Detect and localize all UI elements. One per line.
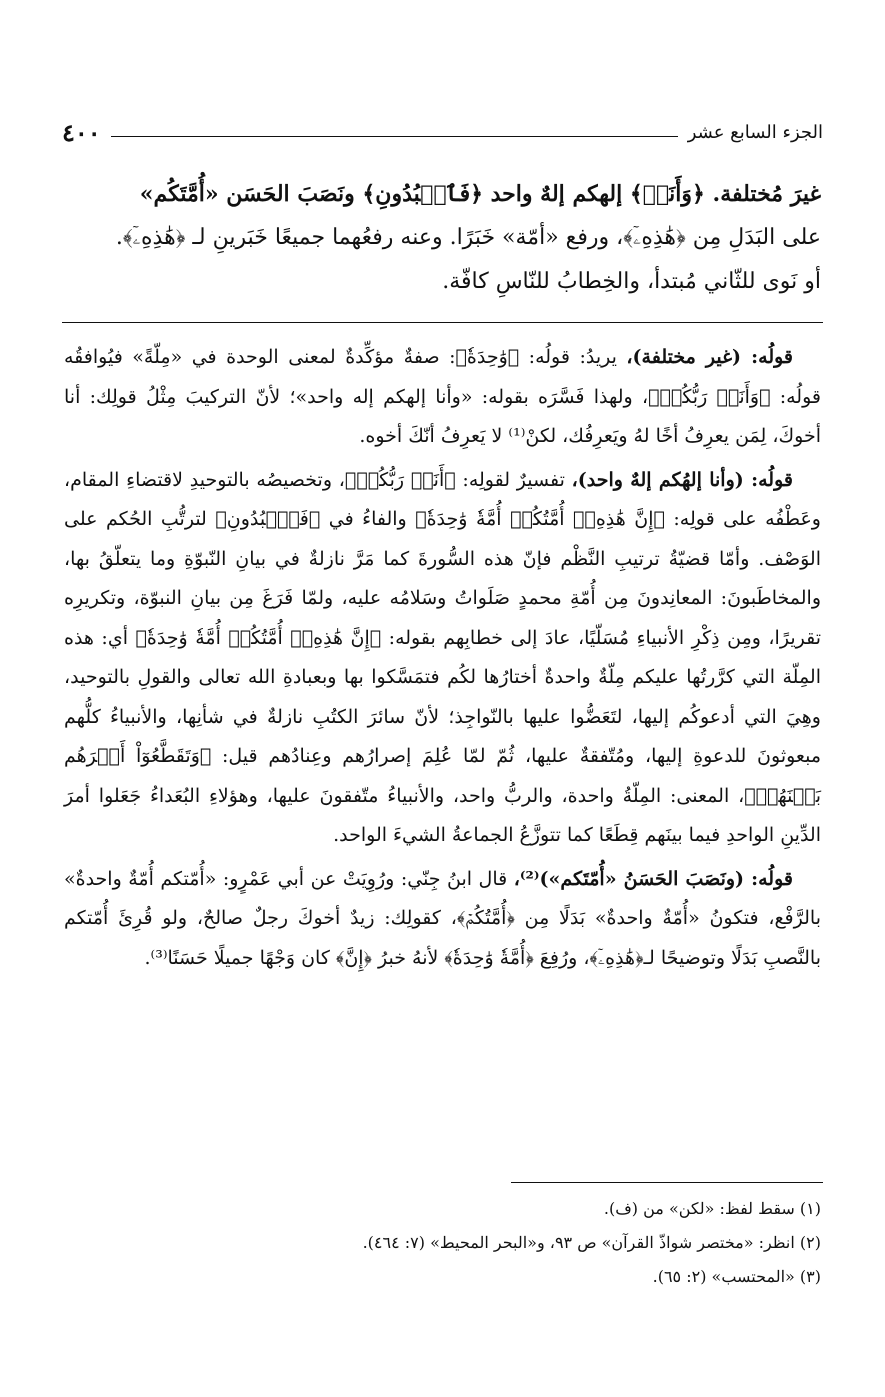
running-title: الجزء السابع عشر [687,121,823,143]
commentary-text: قال ابنُ جِنّي: ورُوِيَتْ عن أبي عَمْرٍو: «أُمّتكم أُمّةٌ واحدةٌ» بالرَّفْع، فتكونُ «أُمّةٌ واحدةٌ» بَدَلًا مِن ﴿أُمَّتُكُمۡ﴾، كقولِك: زيدٌ أخوكَ رجلٌ صالحٌ، ولو قُرِئَ أُمّتكم بالنَّصبِ بَدَلًا وتوضيحًا لـ﴿هَٰذِهِۦٓ﴾، ورُفِعَ ﴿أُمَّةٗ وَٰحِدَةٗ﴾ لأنهُ خبرُ ﴿إِنَّ﴾ كان وَجْهًا جميلًا حَسَنًا⁽³⁾. [64,867,821,969]
commentary-paragraph [64,860,821,979]
section-divider [62,322,823,323]
commentary-paragraph [64,338,821,457]
header-rule [111,136,678,137]
footnote-divider [511,1182,823,1183]
page-header [62,112,823,152]
commentary-text: تفسيرٌ لقولِه: ﴿أَنَا۠ رَبُّكُمۡ﴾، وتخصيصُه بالتوحيدِ لاقتضاءِ المقام، وعَطْفُه على قولِه: ﴿إِنَّ هَٰذِهِۦٓ أُمَّتُكُمۡ أُمَّةٗ وَٰحِدَةٗ﴾ والفاءُ في ﴿فَٱعۡبُدُونِ﴾ لترتُّبِ الحُكم على الوَصْف. وأمّا قضيّةُ ترتيبِ النَّظْم فإنّ هذه السُّورةَ كما مَرَّ نازلةٌ في بيانِ النّبوّةِ وما يتعلّقُ بها، والمخاطَبونَ: المعانِدونَ مِن أُمّةِ محمدٍ صَلَواتُ وسَلامُه عليه، ولمّا فَرَغَ مِن بيانِ النبوّة، وتكريرِه تقريرًا، ومِن ذِكْرِ الأنبياءِ مُسَلّيًا، عادَ إلى خطابِهم بقوله: ﴿إِنَّ هَٰذِهِۦٓ أُمَّتُكُمۡ أُمَّةٗ وَٰحِدَةٗ﴾ أي: هذه المِلّة التي كرَّرتُها عليكم مِلّةٌ واحدةٌ أختارُها لكُم فتمَسَّكوا بها وبعبادةِ الله تعالى والقولِ بالتوحيد، وهِيَ التي أدعوكُم إليها، لتَعَضُّوا عليها بالنّواجِذ؛ لأنّ سائرَ الكتُبِ نازلةٌ في شأنِها، والأنبياءُ كلُّهم مبعوثونَ للدعوةِ إليها، ومُتّفقةٌ عليها، ثُمّ لمّا عُلِمَ إصرارُهم وعِنادُهم قيل: ﴿وَتَقَطَّعُوٓاْ أَمۡرَهُم بَيۡنَهُمۡ﴾، المعنى: المِلّةُ واحدة، والربُّ واحد، والأنبياءُ متّفقونَ عليها، وهؤلاءِ البُعَداءُ جَعَلوا أمرَ الدِّينِ الواحدِ فيما بينَهم قِطَعًا كما تتوزَّعُ الجماعةُ الشيءَ الواحد. [64,468,821,846]
footnotes [64,1192,821,1294]
commentary [64,338,821,982]
commentary-lemma: قولُه: (غير مختلفة)، [626,346,794,368]
commentary-paragraph [64,461,821,856]
main-text-line: أو نَوى للثّاني مُبتدأ، والخِطابُ للنّاسِ كافّة. [442,269,821,294]
commentary-lemma: قولُه: (وأنا إلهُكم إلهٌ واحد)، [571,468,793,491]
footnote: (١) سقط لفظ: «لكن» من (ف). [603,1199,821,1218]
commentary-text: يريدُ: قولُه: ﴿وَٰحِدَةٗ﴾: صفةٌ مؤكِّدةٌ لمعنى الوحدة في «مِلّةً» فيُوافقُه قولُه: ﴿وَأَنَا۠ رَبُّكُمۡ﴾، ولهذا فَسَّرَه بقوله: «وأنا إلهكم إله واحد»؛ لأنّ التركيبَ مِثْلُ قولِك: أنا أخوكَ، لِمَن يعرِفُ أخًا لهُ ويَعرِفُك، لكنْ⁽¹⁾ لا يَعرِفُ أنّكَ أخوه. [64,346,821,447]
footnote: (٢) انظر: «مختصر شواذّ القرآن» ص ٩٣، و«البحر المحيط» (٧: ٤٦٤). [362,1233,821,1252]
footnote: (٣) «المحتسب» (٢: ٦٥). [652,1267,821,1286]
main-text-line: على البَدَلِ مِن ﴿هَٰذِهِۦٓ﴾، ورفع «أمّة» خَبَرًا. وعنه رفعُهما جميعًا خَبَرينِ لـ ﴿هَٰذِهِۦٓ﴾. [115,225,821,250]
main-text [64,172,821,304]
main-text-line: غيرَ مُختلفة. ﴿وَأَنَا۠﴾ إلهكم إلهٌ واحد ﴿فَٱعۡبُدُونِ﴾ ونَصَبَ الحَسَن «أُمَّتَكُم» [139,181,821,207]
page-number: ٤٠٠ [62,117,101,147]
commentary-lemma: قولُه: (ونَصَبَ الحَسَنُ «أُمّتَكم»)⁽²⁾، [513,867,793,890]
